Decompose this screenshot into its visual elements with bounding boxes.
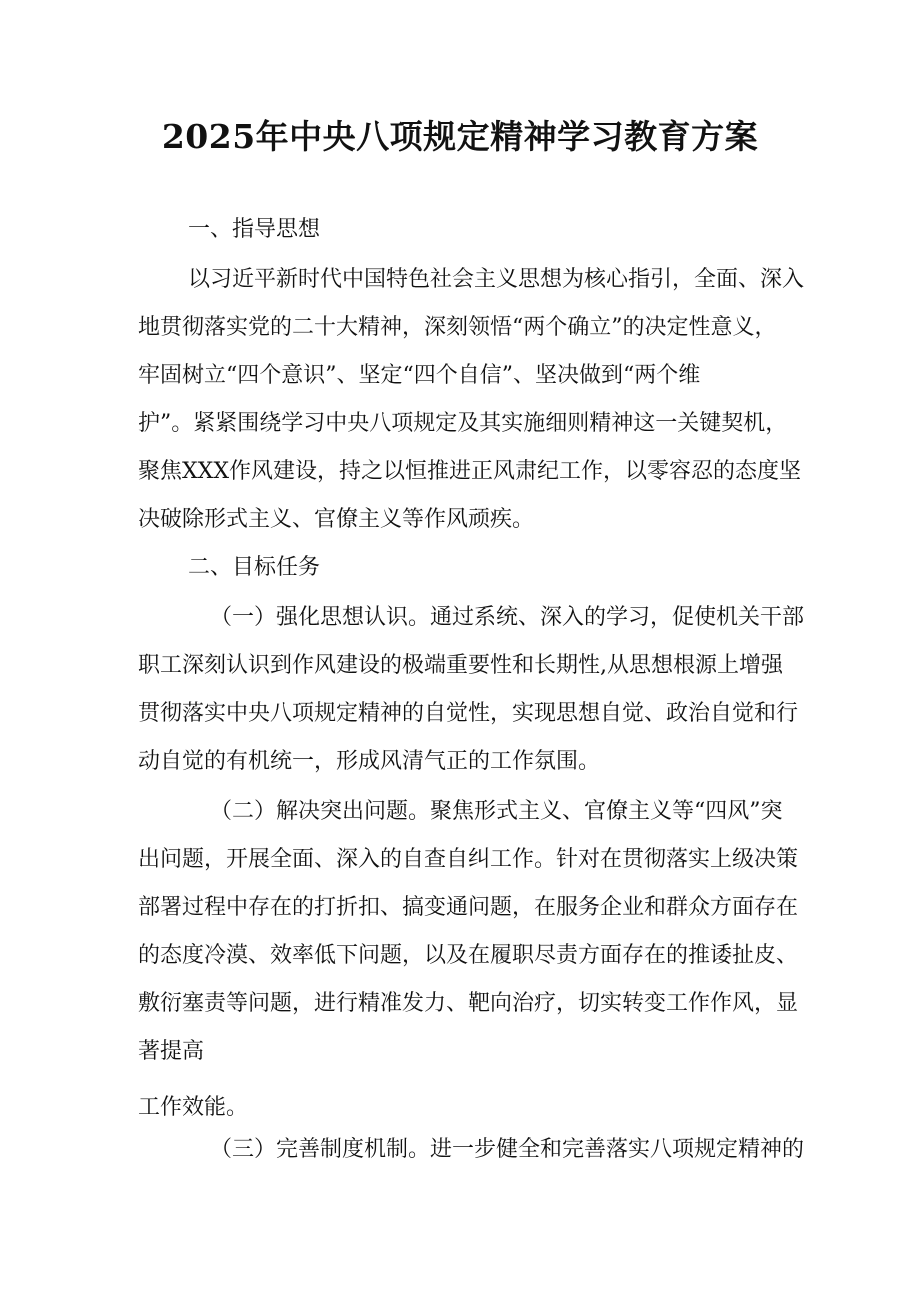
paragraph-line: 贯彻落实中央八项规定精神的自觉性，实现思想自觉、政治自觉和行 <box>138 701 799 726</box>
paragraph-line: 护”。紧紧围绕学习中央八项规定及其实施细则精神这一关键契机， <box>138 411 788 436</box>
paragraph-line: 决破除形式主义、官僚主义等作风顽疾。 <box>138 507 535 532</box>
paragraph-line: 聚焦XXX作风建设，持之以恒推进正风肃纪工作，以零容忍的态度坚 <box>138 459 801 484</box>
paragraph-line: （一）强化思想认识。通过系统、深入的学习，促使机关干部 <box>210 605 805 630</box>
paragraph-line: 著提高 <box>138 1039 205 1064</box>
paragraph-line: 职工深刻认识到作风建设的极端重要性和长期性,从思想根源上增强 <box>138 653 783 678</box>
section-heading-goals-tasks: 二、目标任务 <box>188 555 321 580</box>
paragraph-line: 部署过程中存在的打折扣、搞变通问题，在服务企业和群众方面存在 <box>138 895 799 920</box>
paragraph-line: 牢固树立“四个意识”、坚定“四个自信”、坚决做到“两个维 <box>138 363 701 388</box>
paragraph-line: （三）完善制度机制。进一步健全和完善落实八项规定精神的 <box>210 1137 805 1162</box>
paragraph-line: 以习近平新时代中国特色社会主义思想为核心指引，全面、深入 <box>188 267 805 292</box>
document-title: 2025年中央八项规定精神学习教育方案 <box>161 117 759 156</box>
paragraph-line: 的态度冷漠、效率低下问题，以及在履职尽责方面存在的推诿扯皮、 <box>138 943 799 968</box>
paragraph-line: 敷衍塞责等问题，进行精准发力、靶向治疗，切实转变工作作风，显 <box>138 991 799 1016</box>
section-heading-guiding-ideology: 一、指导思想 <box>188 217 321 242</box>
paragraph-line: 工作效能。 <box>138 1095 249 1120</box>
paragraph-line: 动自觉的有机统一，形成风清气正的工作氛围。 <box>138 749 601 774</box>
paragraph-line: （二）解决突出问题。聚焦形式主义、官僚主义等“四风”突 <box>210 799 783 824</box>
paragraph-line: 出问题，开展全面、深入的自查自纠工作。针对在贯彻落实上级决策 <box>138 847 799 872</box>
paragraph-line: 地贯彻落实党的二十大精神，深刻领悟“两个确立”的决定性意义， <box>138 315 777 340</box>
